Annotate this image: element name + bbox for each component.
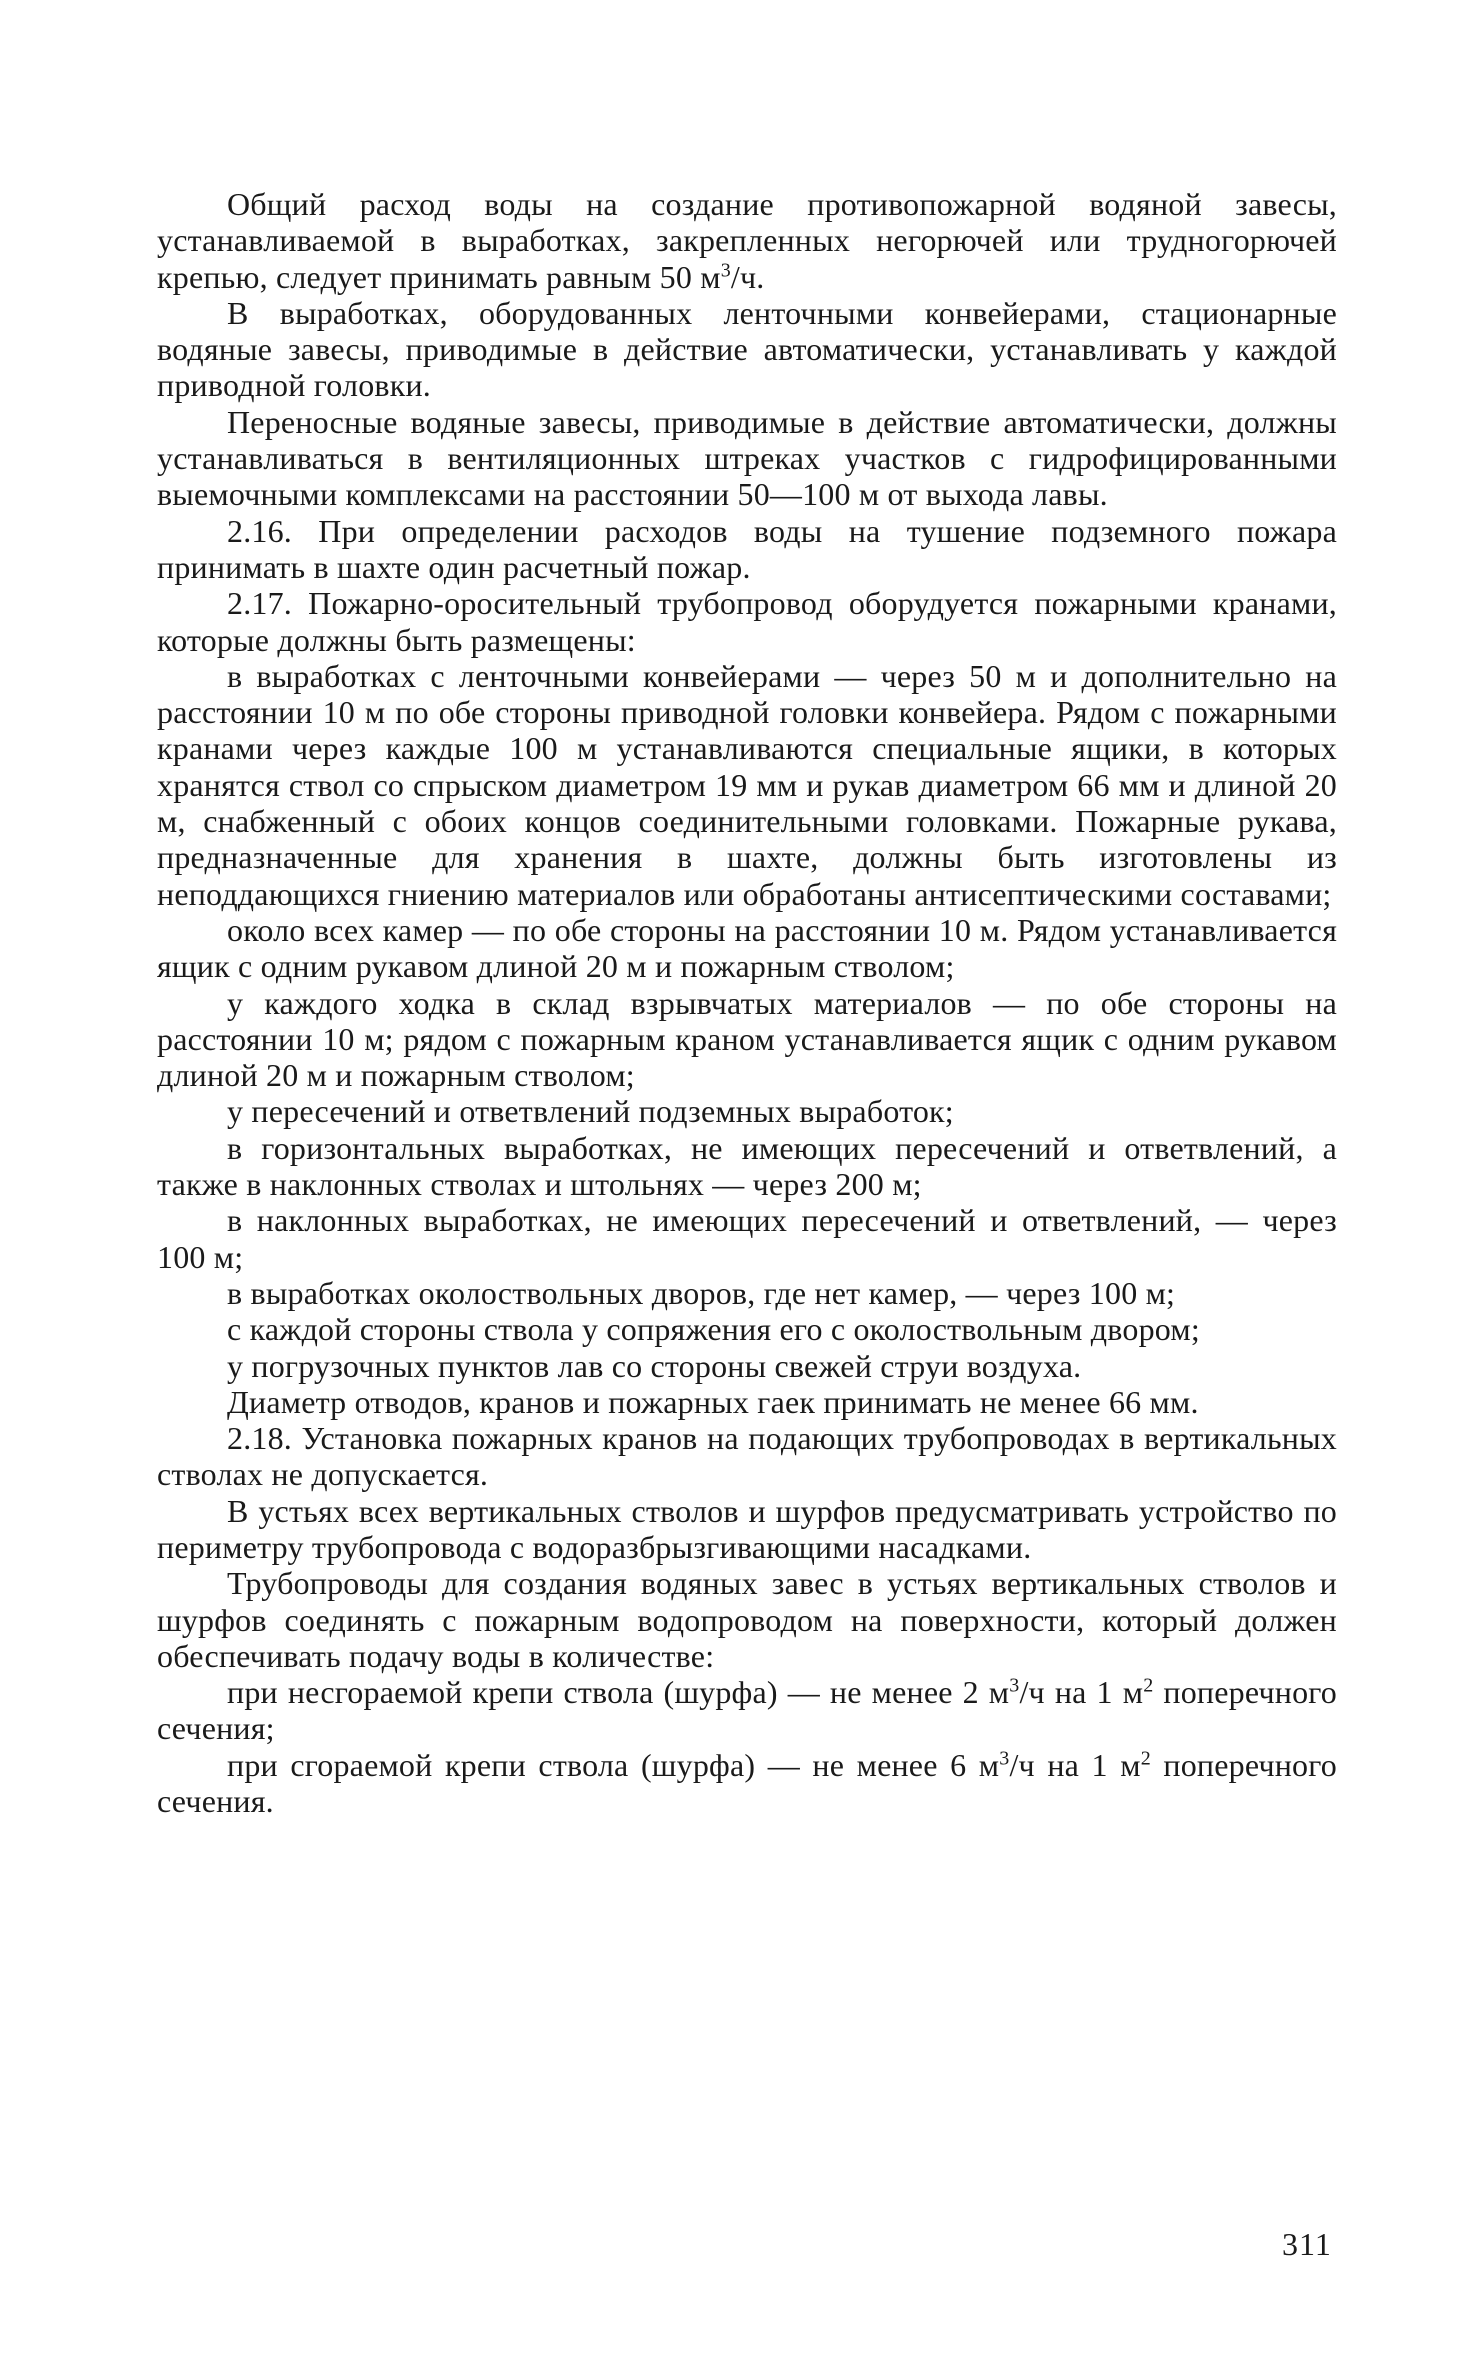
paragraph-horizontal-workings: в горизонтальных выработках, не имеющих пересечений и ответвлений, а также в наклонных стволах и штольнях — через 200 м; <box>157 1129 1337 1203</box>
paragraph-conveyor-workings: в выработках с ленточными конвейерами — через 50 м и дополнительно на расстоянии 10 м по обе стороны приводной головки конвейера. Рядом с пожарными кранами через каждые 100 м устанавливаются специальные ящики, в которых хранятся ствол со спрыском диаметром 19 мм и рукав диаметром 66 мм и длиной 20 м, снабженный с обоих концов соединительными головками. Пожарные рукава, предназначенные для хранения в шахте, должны быть изготовлены из неподдающихся гниению материалов или обработаны антисептическими составами; <box>157 657 1337 912</box>
item-text: поперечного сечения. <box>157 1746 1337 1820</box>
item-text: /ч на 1 м <box>1009 1746 1141 1783</box>
superscript: 2 <box>1140 1747 1151 1770</box>
item-text: поперечного сечения; <box>157 1674 1337 1747</box>
page-number: 311 <box>1282 2226 1332 2262</box>
paragraph-explosives-store: у каждого ходка в склад взрывчатых материалов — по обе стороны на расстоянии 10 м; рядом с пожарным краном устанавливается ящик с одним рукавом длиной 20 м и пожарным стволом; <box>157 984 1337 1094</box>
paragraph-section-2-16: 2.16. При определении расходов воды на тушение подземного пожара принимать в шахте один расчетный пожар. <box>157 512 1337 585</box>
paragraph-diameter: Диаметр отводов, кранов и пожарных гаек принимать не менее 66 мм. <box>227 1383 1199 1420</box>
item-text: при сгораемой крепи ствола (шурфа) — не менее 6 м <box>227 1746 1000 1783</box>
paragraph-chambers: около всех камер — по обе стороны на расстоянии 10 м. Рядом устанавливается ящик с одним рукавом длиной 20 м и пожарным стволом; <box>157 911 1337 985</box>
superscript: 3 <box>1009 1674 1020 1697</box>
paragraph-combustible-lining <box>157 1747 1337 1820</box>
paragraph-intersections: у пересечений и ответвлений подземных выработок; <box>227 1093 954 1130</box>
paragraph-text: Общий расход воды на создание противопожарной водяной завесы, устанавливаемой в выработках, закрепленных негорючей или трудногорючей крепью, следует принимать равным 50 м <box>157 186 1337 295</box>
paragraph-portable-curtains: Переносные водяные завесы, приводимые в действие автоматически, должны устанавливаться в вентиляционных штреках участков с гидрофицированными выемочными комплексами на расстоянии 50—100 м от выхода лавы. <box>157 403 1337 513</box>
paragraph-noncombustible-lining <box>157 1674 1337 1747</box>
superscript: 2 <box>1143 1674 1154 1697</box>
paragraph-section-2-18: 2.18. Установка пожарных кранов на подающих трубопроводах в вертикальных стволах не допускается. <box>157 1420 1337 1493</box>
paragraph-shaft-junction: с каждой стороны ствола у сопряжения его с околоствольным двором; <box>227 1311 1200 1348</box>
paragraph-conveyor-curtains: В выработках, оборудованных ленточными конвейерами, стационарные водяные завесы, приводимые в действие автоматически, устанавливать у каждой приводной головки. <box>157 294 1337 404</box>
page-body <box>157 186 1337 1819</box>
superscript: 3 <box>999 1747 1010 1770</box>
paragraph-inclined-workings: в наклонных выработках, не имеющих пересечений и ответвлений, — через 100 м; <box>157 1202 1337 1275</box>
item-text: /ч на 1 м <box>1019 1674 1144 1711</box>
paragraph-water-curtain-flow <box>157 186 1337 295</box>
paragraph-text-tail: /ч. <box>730 258 765 295</box>
paragraph-shaft-collars: В устьях всех вертикальных стволов и шурфов предусматривать устройство по периметру трубопровода с водоразбрызгивающими насадками. <box>157 1492 1337 1565</box>
paragraph-shaft-yards: в выработках околоствольных дворов, где нет камер, — через 100 м; <box>227 1274 1176 1311</box>
item-text: при несгораемой крепи ствола (шурфа) — не менее 2 м <box>227 1674 1010 1711</box>
paragraph-loading-points: у погрузочных пунктов лав со стороны свежей струи воздуха. <box>227 1347 1082 1384</box>
superscript: 3 <box>720 258 731 281</box>
paragraph-section-2-17: 2.17. Пожарно-оросительный трубопровод оборудуется пожарными кранами, которые должны быть размещены: <box>157 585 1337 658</box>
paragraph-pipelines: Трубопроводы для создания водяных завес в устьях вертикальных стволов и шурфов соединять с пожарным водопроводом на поверхности, который должен обеспечивать подачу воды в количестве: <box>157 1565 1337 1674</box>
